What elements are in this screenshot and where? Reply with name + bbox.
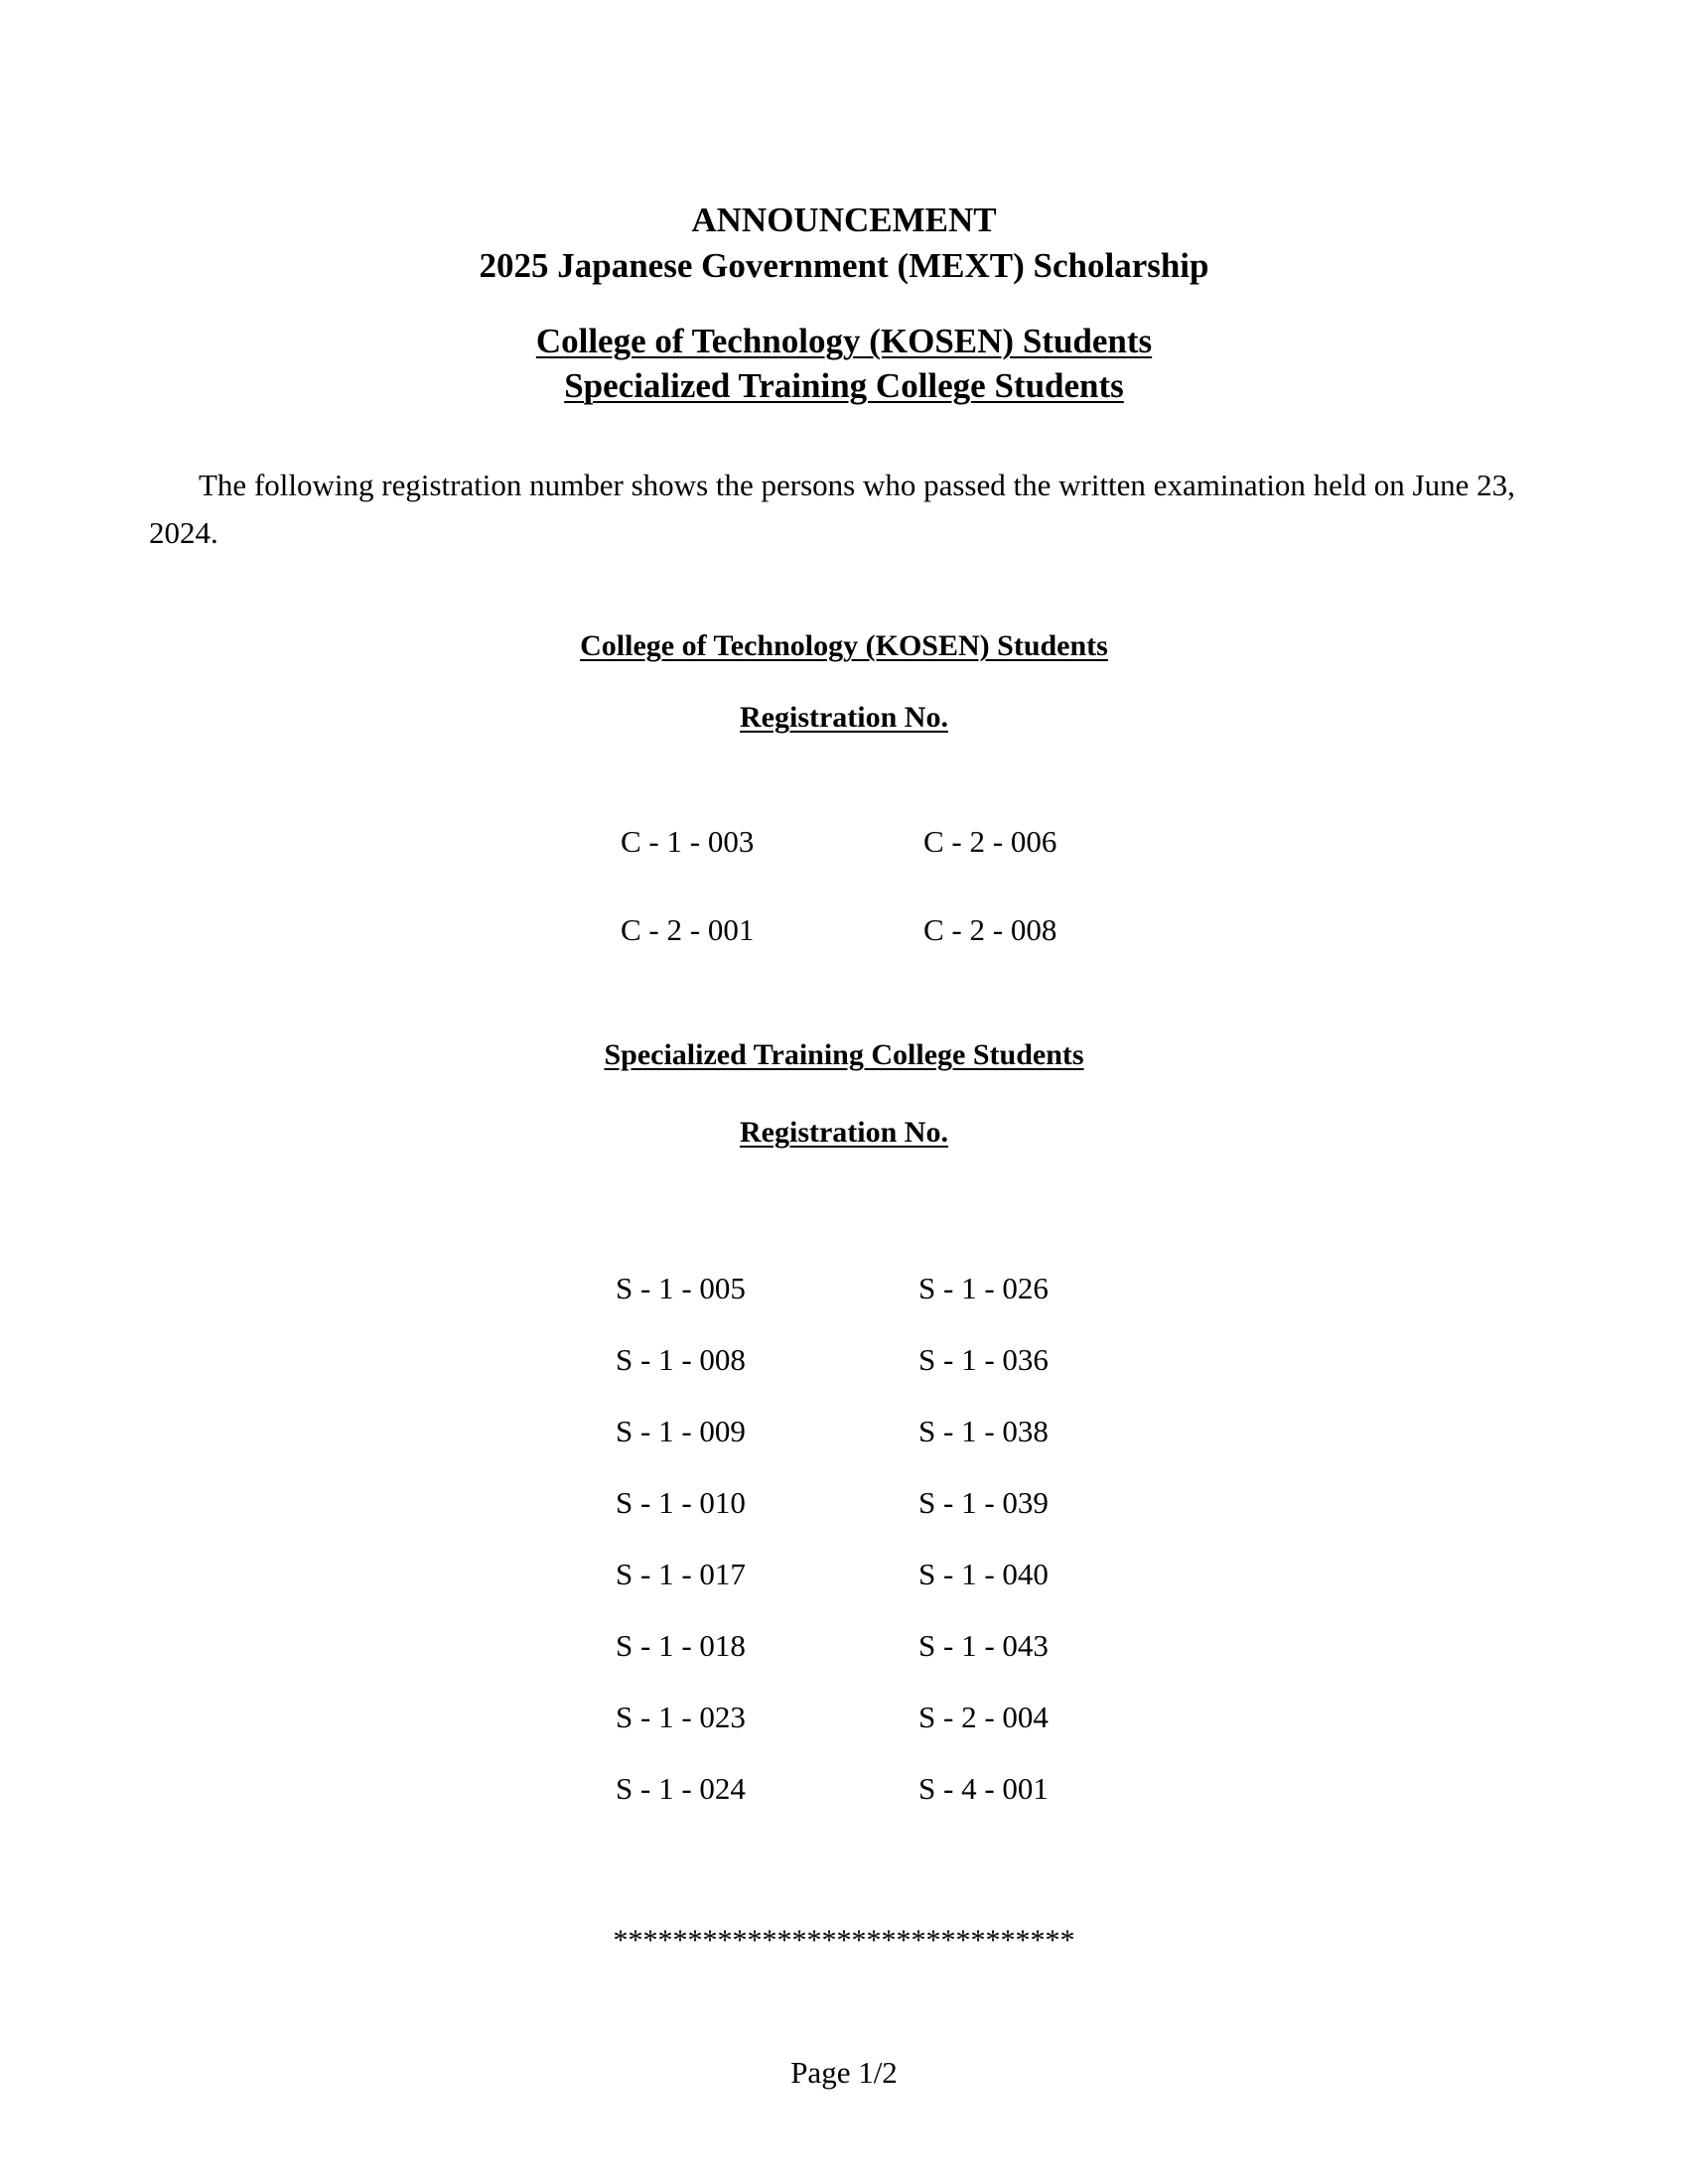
registration-number: S - 1 - 039: [918, 1485, 1049, 1520]
registration-number: C - 2 - 001: [621, 912, 755, 947]
registration-number: S - 1 - 008: [616, 1342, 746, 1377]
registration-number: S - 1 - 017: [616, 1557, 746, 1591]
registration-number: S - 1 - 009: [616, 1414, 746, 1448]
specialized-section-title: [0, 1037, 1688, 1073]
scholarship-title: 2025 Japanese Government (MEXT) Scholarship: [479, 246, 1209, 285]
separator-line: *******************************: [613, 1924, 1075, 1957]
kosen-section-title-text: College of Technology (KOSEN) Students: [580, 629, 1108, 662]
registration-number: C - 1 - 003: [621, 824, 755, 859]
subtitle-kosen-text: College of Technology (KOSEN) Students: [535, 322, 1153, 360]
registration-number: S - 1 - 005: [616, 1271, 746, 1305]
announcement-heading: ANNOUNCEMENT: [691, 201, 997, 239]
registration-number: S - 1 - 010: [616, 1485, 746, 1520]
registration-number: C - 2 - 006: [923, 824, 1057, 859]
registration-number: S - 1 - 023: [616, 1700, 746, 1734]
subtitle-kosen: [0, 320, 1688, 363]
registration-number: S - 1 - 026: [918, 1271, 1049, 1305]
specialized-registration-list: [616, 1271, 1117, 1843]
kosen-section-title: [0, 628, 1688, 664]
intro-paragraph: The following registration number shows the persons who passed the written examination held on June 23, 2024.: [149, 468, 1515, 550]
registration-number: S - 1 - 043: [918, 1628, 1049, 1663]
subtitle-specialized: [0, 364, 1688, 408]
specialized-registration-label: [0, 1115, 1688, 1151]
registration-number: S - 2 - 004: [918, 1700, 1049, 1734]
registration-number: C - 2 - 008: [923, 912, 1057, 947]
registration-number: S - 4 - 001: [918, 1771, 1049, 1806]
kosen-registration-list: [621, 824, 1122, 1001]
page-number: Page 1/2: [790, 2055, 898, 2090]
subtitle-specialized-text: Specialized Training College Students: [564, 366, 1124, 405]
registration-number: S - 1 - 018: [616, 1628, 746, 1663]
registration-number: S - 1 - 038: [918, 1414, 1049, 1448]
registration-number: S - 1 - 036: [918, 1342, 1049, 1377]
registration-number: S - 1 - 024: [616, 1771, 746, 1806]
registration-number: S - 1 - 040: [918, 1557, 1049, 1591]
specialized-registration-label-text: Registration No.: [740, 1116, 948, 1149]
kosen-registration-label-text: Registration No.: [740, 701, 948, 734]
specialized-section-title-text: Specialized Training College Students: [604, 1038, 1084, 1071]
kosen-registration-label: [0, 700, 1688, 736]
